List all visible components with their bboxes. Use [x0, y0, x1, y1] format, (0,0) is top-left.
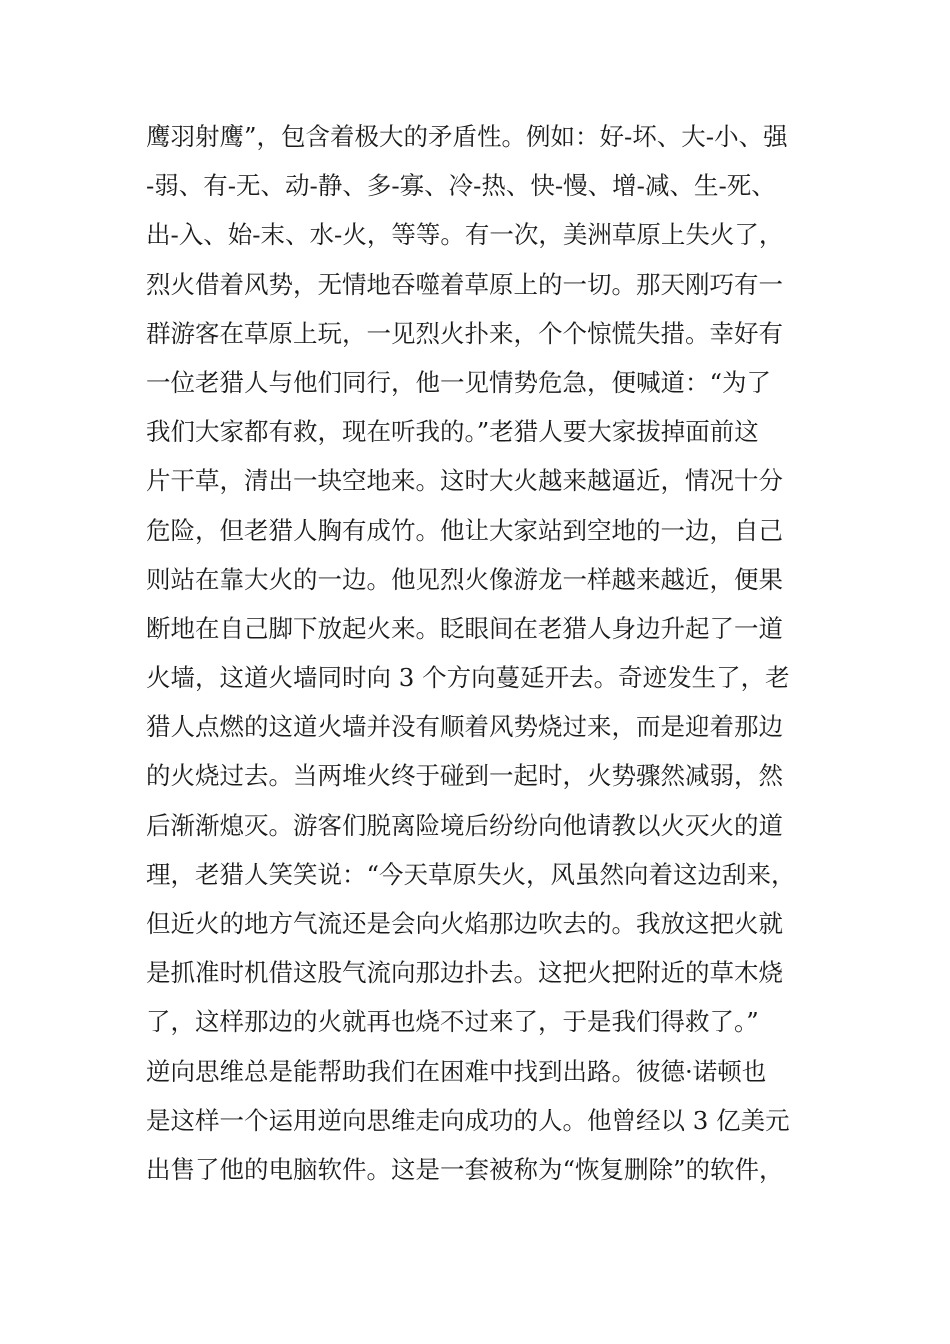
- text-line: 了，这样那边的火就再也烧不过来了，于是我们得救了。”: [146, 1007, 759, 1037]
- text-line: 出-入、始-末、水-火，等等。有一次，美洲草原上失火了，: [146, 220, 784, 250]
- text-line: 后渐渐熄灭。游客们脱离险境后纷纷向他请教以火灭火的道: [146, 810, 783, 840]
- text-line: 逆向思维总是能帮助我们在困难中找到出路。彼德·诺顿也: [146, 1056, 767, 1086]
- text-line: 的火烧过去。当两堆火终于碰到一起时，火势骤然减弱，然: [146, 761, 783, 791]
- body-text: [146, 112, 806, 1194]
- text-line: 一位老猎人与他们同行，他一见情势危急，便喊道：“为了: [146, 367, 772, 397]
- text-line: 猎人点燃的这道火墙并没有顺着风势烧过来，而是迎着那边: [146, 712, 783, 742]
- text-line: 是抓准时机借这股气流向那边扑去。这把火把附近的草木烧: [146, 958, 783, 988]
- text-line: 断地在自己脚下放起火来。眨眼间在老猎人身边升起了一道: [146, 613, 783, 643]
- text-line: 烈火借着风势，无情地吞噬着草原上的一切。那天刚巧有一: [146, 269, 783, 299]
- text-line: 鹰羽射鹰”，包含着极大的矛盾性。例如：好-坏、大-小、强: [146, 122, 788, 151]
- text-line: 我们大家都有救，现在听我的。”老猎人要大家拔掉面前这: [146, 417, 759, 447]
- text-line: 则站在靠大火的一边。他见烈火像游龙一样越来越近，便果: [146, 564, 783, 594]
- text-line: -弱、有-无、动-静、多-寡、冷-热、快-慢、增-减、生-死、: [146, 171, 776, 201]
- text-line: 理，老猎人笑笑说：“今天草原失火，风虽然向着这边刮来，: [146, 859, 796, 889]
- text-line: 危险，但老猎人胸有成竹。他让大家站到空地的一边，自己: [146, 515, 783, 545]
- text-line: 但近火的地方气流还是会向火焰那边吹去的。我放这把火就: [146, 909, 783, 938]
- text-line: 片干草，清出一块空地来。这时大火越来越逼近，情况十分: [146, 466, 783, 496]
- text-line: 火墙，这道火墙同时向 3 个方向蔓延开去。奇迹发生了，老: [146, 663, 790, 693]
- text-line: 群游客在草原上玩，一见烈火扑来，个个惊慌失措。幸好有: [146, 318, 783, 348]
- text-line: 出售了他的电脑软件。这是一套被称为“恢复删除”的软件，: [146, 1154, 784, 1184]
- text-line: 是这样一个运用逆向思维走向成功的人。他曾经以 3 亿美元: [146, 1105, 790, 1135]
